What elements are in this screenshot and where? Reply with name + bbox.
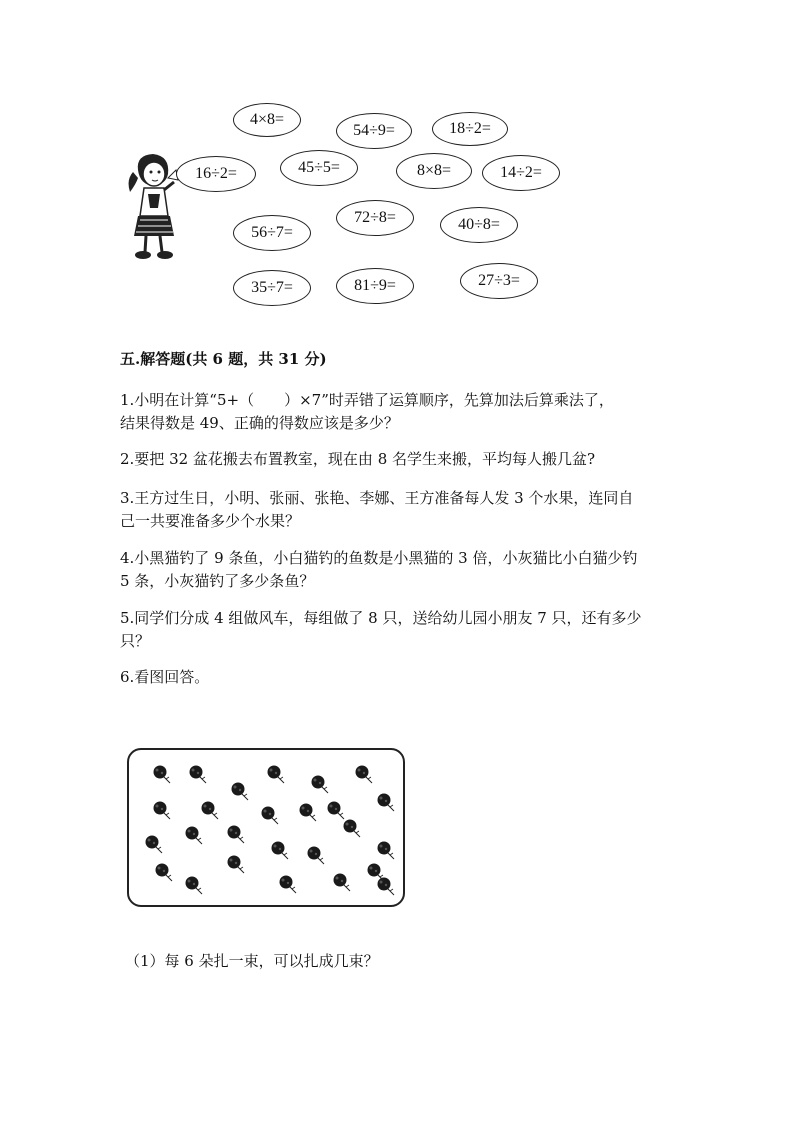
- flower-icon: [199, 800, 221, 822]
- question-line: 6.看图回答。: [120, 668, 210, 686]
- math-bubble: 14÷2=: [482, 155, 560, 191]
- flower-icon: [183, 825, 205, 847]
- flower-icon: [365, 862, 387, 884]
- flower-icon: [229, 781, 251, 803]
- flower-icon: [353, 764, 375, 786]
- math-bubble: 81÷9=: [336, 268, 414, 304]
- flower-icon: [153, 862, 175, 884]
- question-1: [120, 389, 680, 435]
- question-4: [120, 547, 680, 593]
- flower-icon: [225, 824, 247, 846]
- math-bubble: 8×8=: [396, 153, 472, 189]
- flower-icon: [309, 774, 331, 796]
- question-2: [120, 448, 680, 471]
- question-line: 3.王方过生日，小明、张丽、张艳、李娜、王方准备每人发 3 个水果，连同自: [120, 489, 634, 507]
- math-bubble: 4×8=: [233, 103, 301, 137]
- question-6: [120, 666, 680, 689]
- question-line: 1.小明在计算“5+（ ）×7”时弄错了运算顺序，先算加法后算乘法了，: [120, 391, 614, 409]
- math-bubble: 16÷2=: [176, 156, 256, 192]
- question-line: 2.要把 32 盆花搬去布置教室，现在由 8 名学生来搬，平均每人搬几盆?: [120, 450, 596, 468]
- question-line: 结果得数是 49、正确的得数应该是多少？: [120, 414, 399, 432]
- flower-icon: [183, 875, 205, 897]
- math-bubble: 35÷7=: [233, 270, 311, 306]
- flower-picture-box: [127, 748, 405, 907]
- flower-icon: [187, 764, 209, 786]
- math-bubble: 18÷2=: [432, 112, 508, 146]
- flower-icon: [269, 840, 291, 862]
- question-line: 4.小黑猫钓了 9 条鱼，小白猫钓的鱼数是小黑猫的 3 倍，小灰猫比小白猫少钓: [120, 549, 638, 567]
- section-heading: 五.解答题(共 6 题，共 31 分): [120, 350, 327, 368]
- math-bubble: 72÷8=: [336, 200, 414, 236]
- question-line: 己一共要准备多少个水果？: [120, 512, 301, 530]
- math-bubble: 27÷3=: [460, 263, 538, 299]
- flower-icon: [375, 792, 397, 814]
- sub-question-1: （1）每 6 朵扎一束，可以扎成几束？: [125, 952, 379, 970]
- flower-icon: [375, 840, 397, 862]
- flower-icon: [277, 874, 299, 896]
- flower-icon: [151, 800, 173, 822]
- flower-icon: [151, 764, 173, 786]
- math-bubble: 56÷7=: [233, 215, 311, 251]
- math-bubble: 45÷5=: [280, 150, 358, 186]
- question-3: [120, 487, 680, 533]
- flower-icon: [305, 845, 327, 867]
- flower-icon: [265, 764, 287, 786]
- math-bubble: 40÷8=: [440, 207, 518, 243]
- flower-icon: [143, 834, 165, 856]
- flower-icon: [297, 802, 319, 824]
- flower-icon: [341, 818, 363, 840]
- flower-icon: [225, 854, 247, 876]
- question-5: [120, 607, 680, 653]
- flower-icon: [331, 872, 353, 894]
- question-line: 5 条，小灰猫钓了多少条鱼？: [120, 572, 315, 590]
- math-bubble: 54÷9=: [336, 113, 412, 149]
- flower-icon: [259, 805, 281, 827]
- question-line: 5.同学们分成 4 组做风车，每组做了 8 只，送给幼儿园小朋友 7 只，还有多少: [120, 609, 642, 627]
- question-line: 只？: [120, 632, 151, 650]
